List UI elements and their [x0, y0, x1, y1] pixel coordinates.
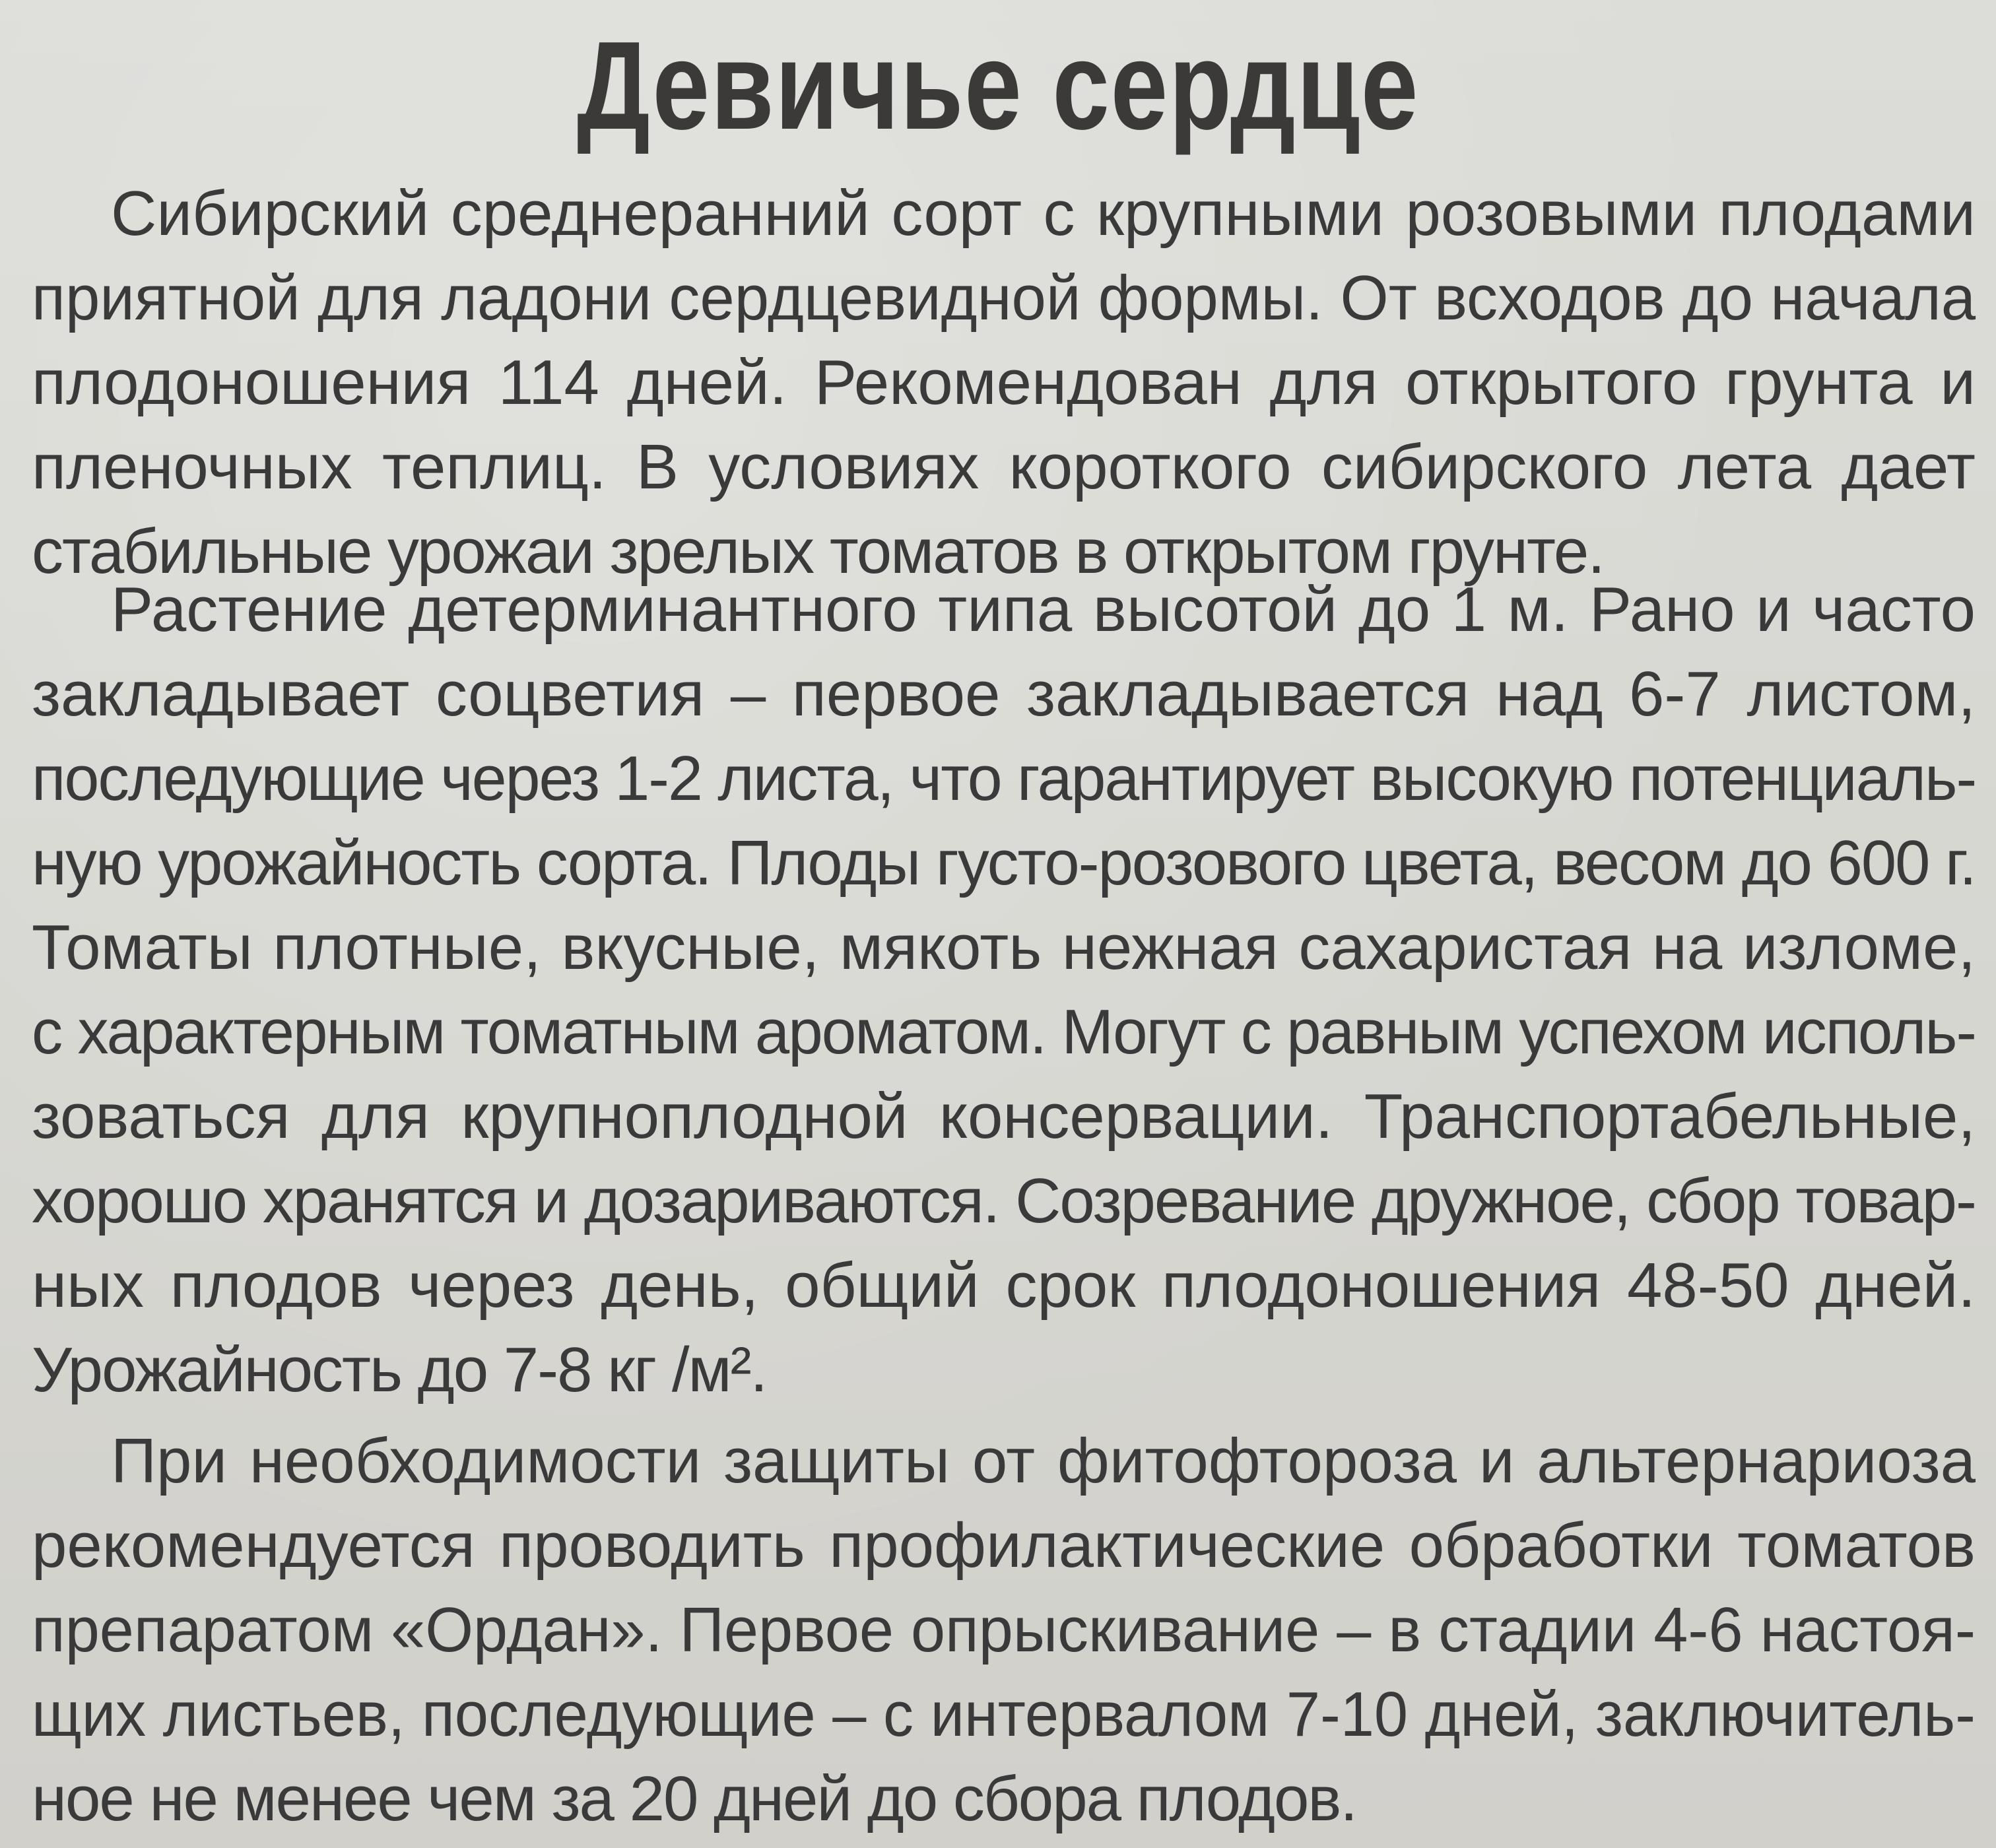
- text-line: Растение детерминантного типа высотой до 1 м. Рано и часто: [111, 574, 1976, 645]
- text-line: ную урожайность сорта. Плоды густо-розового цвета, весом до 600 г.: [32, 828, 1976, 898]
- paragraph-description: [32, 172, 1976, 594]
- paragraph-plant-characteristics: [32, 568, 1976, 1412]
- text-line: ных плодов через день, общий срок плодоношения 48-50 дней.: [32, 1250, 1976, 1321]
- text-line: щих листьев, последующие – с интервалом 7-10 дней, заключитель-: [32, 1679, 1976, 1750]
- text-line: плодоношения 114 дней. Рекомендован для открытого грунта и: [32, 347, 1976, 418]
- variety-title: Девичье сердце: [576, 16, 1420, 156]
- text-line: препаратом «Ордан». Первое опрыскивание – в стадии 4-6 настоя-: [32, 1595, 1976, 1665]
- text-line: зоваться для крупноплодной консервации. Транспортабельные,: [32, 1081, 1976, 1152]
- text-line: стабильные урожаи зрелых томатов в открытом грунте.: [32, 516, 1604, 587]
- text-line: При необходимости защиты от фитофтороза и альтернариоза: [111, 1426, 1976, 1496]
- text-line: хорошо хранятся и дозариваются. Созревание дружное, сбор товар-: [32, 1166, 1976, 1236]
- text-line: Томаты плотные, вкусные, мякоть нежная сахаристая на изломе,: [32, 912, 1976, 983]
- text-line: приятной для ладони сердцевидной формы. От всходов до начала: [32, 263, 1976, 333]
- paragraph-protection: [32, 1419, 1976, 1841]
- text-line: последующие через 1-2 листа, что гарантирует высокую потенциаль-: [32, 743, 1976, 814]
- text-line: пленочных теплиц. В условиях короткого сибирского лета дает: [32, 432, 1976, 502]
- text-line: с характерным томатным ароматом. Могут с равным успехом исполь-: [32, 997, 1976, 1067]
- text-line: Урожайность до 7-8 кг /м².: [32, 1335, 767, 1405]
- text-line: ное не менее чем за 20 дней до сбора плодов.: [32, 1764, 1357, 1834]
- text-line: закладывает соцветия – первое закладывается над 6-7 листом,: [32, 659, 1976, 729]
- text-line: рекомендуется проводить профилактические обработки томатов: [32, 1510, 1976, 1581]
- text-line: Сибирский среднеранний сорт с крупными розовыми плодами: [111, 178, 1976, 249]
